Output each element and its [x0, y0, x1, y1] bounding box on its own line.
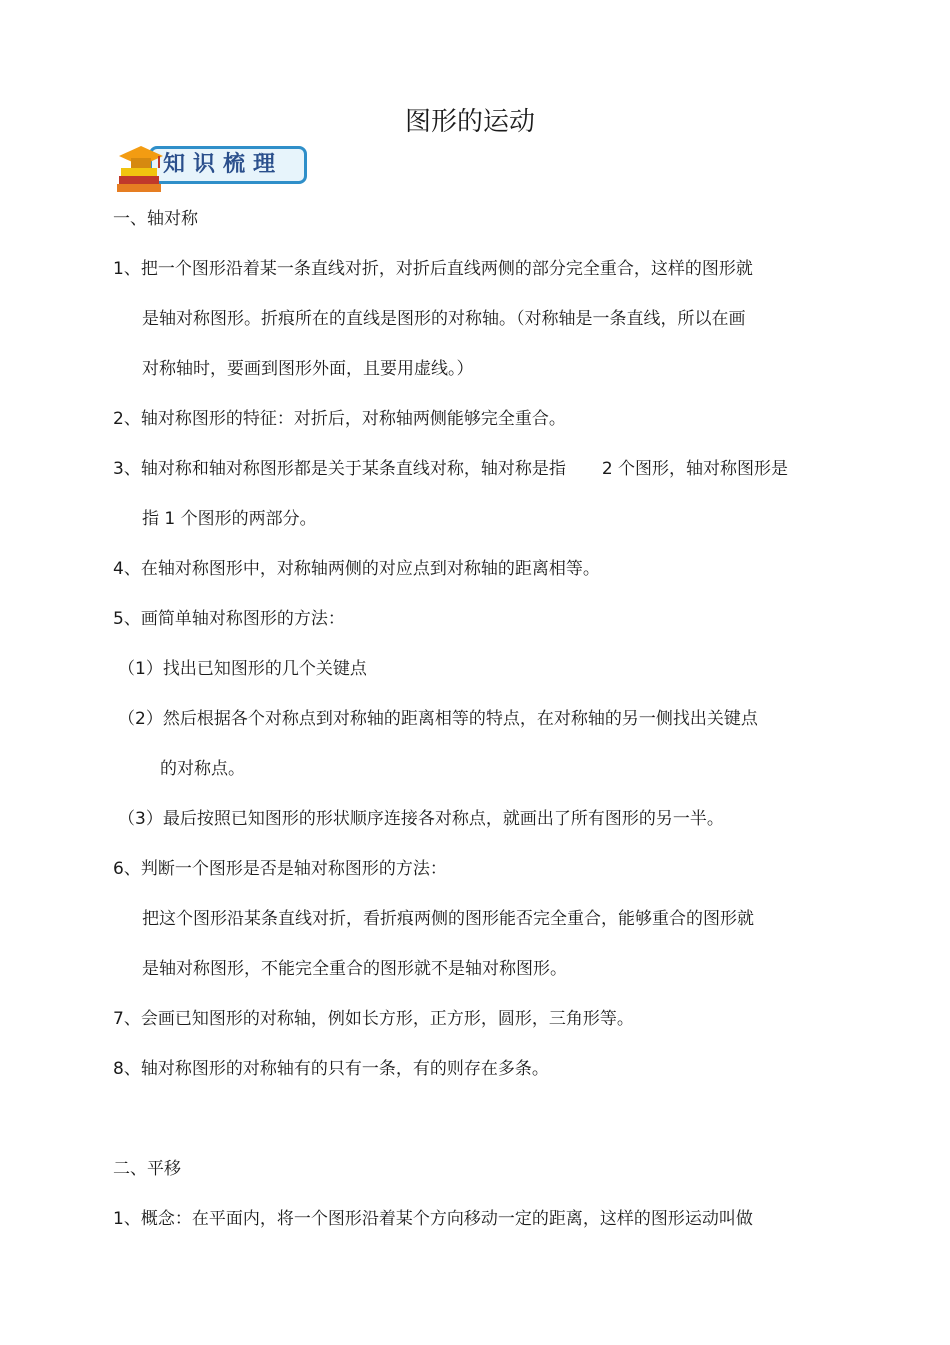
list-item: 1、把一个图形沿着某一条直线对折，对折后直线两侧的部分完全重合，这样的图形就 [113, 259, 753, 279]
list-item [113, 458, 788, 480]
list-item: 把这个图形沿某条直线对折，看折痕两侧的图形能否完全重合，能够重合的图形就 [142, 909, 754, 929]
list-item-part: 3、轴对称和轴对称图形都是关于某条直线对称，轴对称是指 [113, 459, 566, 479]
list-item: 6、判断一个图形是否是轴对称图形的方法： [113, 859, 447, 879]
list-item: 2、轴对称图形的特征：对折后，对称轴两侧能够完全重合。 [113, 409, 566, 429]
list-item: 4、在轴对称图形中，对称轴两侧的对应点到对称轴的距离相等。 [113, 559, 600, 579]
list-item: 是轴对称图形，不能完全重合的图形就不是轴对称图形。 [142, 959, 567, 979]
list-item: 1、概念：在平面内，将一个图形沿着某个方向移动一定的距离，这样的图形运动叫做 [113, 1209, 753, 1229]
page-title: 图形的运动 [404, 107, 535, 137]
section-heading: 一、轴对称 [113, 209, 198, 229]
list-item: 5、画简单轴对称图形的方法： [113, 609, 345, 629]
list-item: （3）最后按照已知图形的形状顺序连接各对称点，就画出了所有图形的另一半。 [118, 809, 724, 829]
list-item: 对称轴时，要画到图形外面，且要用虚线。） [142, 359, 474, 379]
list-item: （2）然后根据各个对称点到对称轴的距离相等的特点，在对称轴的另一侧找出关键点 [118, 709, 758, 729]
badge-label: 知识梳理 [163, 152, 284, 177]
list-item-part: 2 个图形，轴对称图形是 [601, 459, 789, 479]
list-item: 的对称点。 [160, 759, 245, 779]
list-item: （1）找出已知图形的几个关键点 [118, 659, 367, 679]
section-heading: 二、平移 [113, 1159, 181, 1179]
section-badge [113, 142, 311, 194]
list-item: 8、轴对称图形的对称轴有的只有一条，有的则存在多条。 [113, 1059, 549, 1079]
list-item: 7、会画已知图形的对称轴，例如长方形，正方形，圆形，三角形等。 [113, 1009, 634, 1029]
list-item: 指 1 个图形的两部分。 [142, 509, 317, 529]
graduation-cap-books-icon [113, 142, 169, 194]
list-item: 是轴对称图形。折痕所在的直线是图形的对称轴。（对称轴是一条直线，所以在画 [142, 309, 746, 329]
